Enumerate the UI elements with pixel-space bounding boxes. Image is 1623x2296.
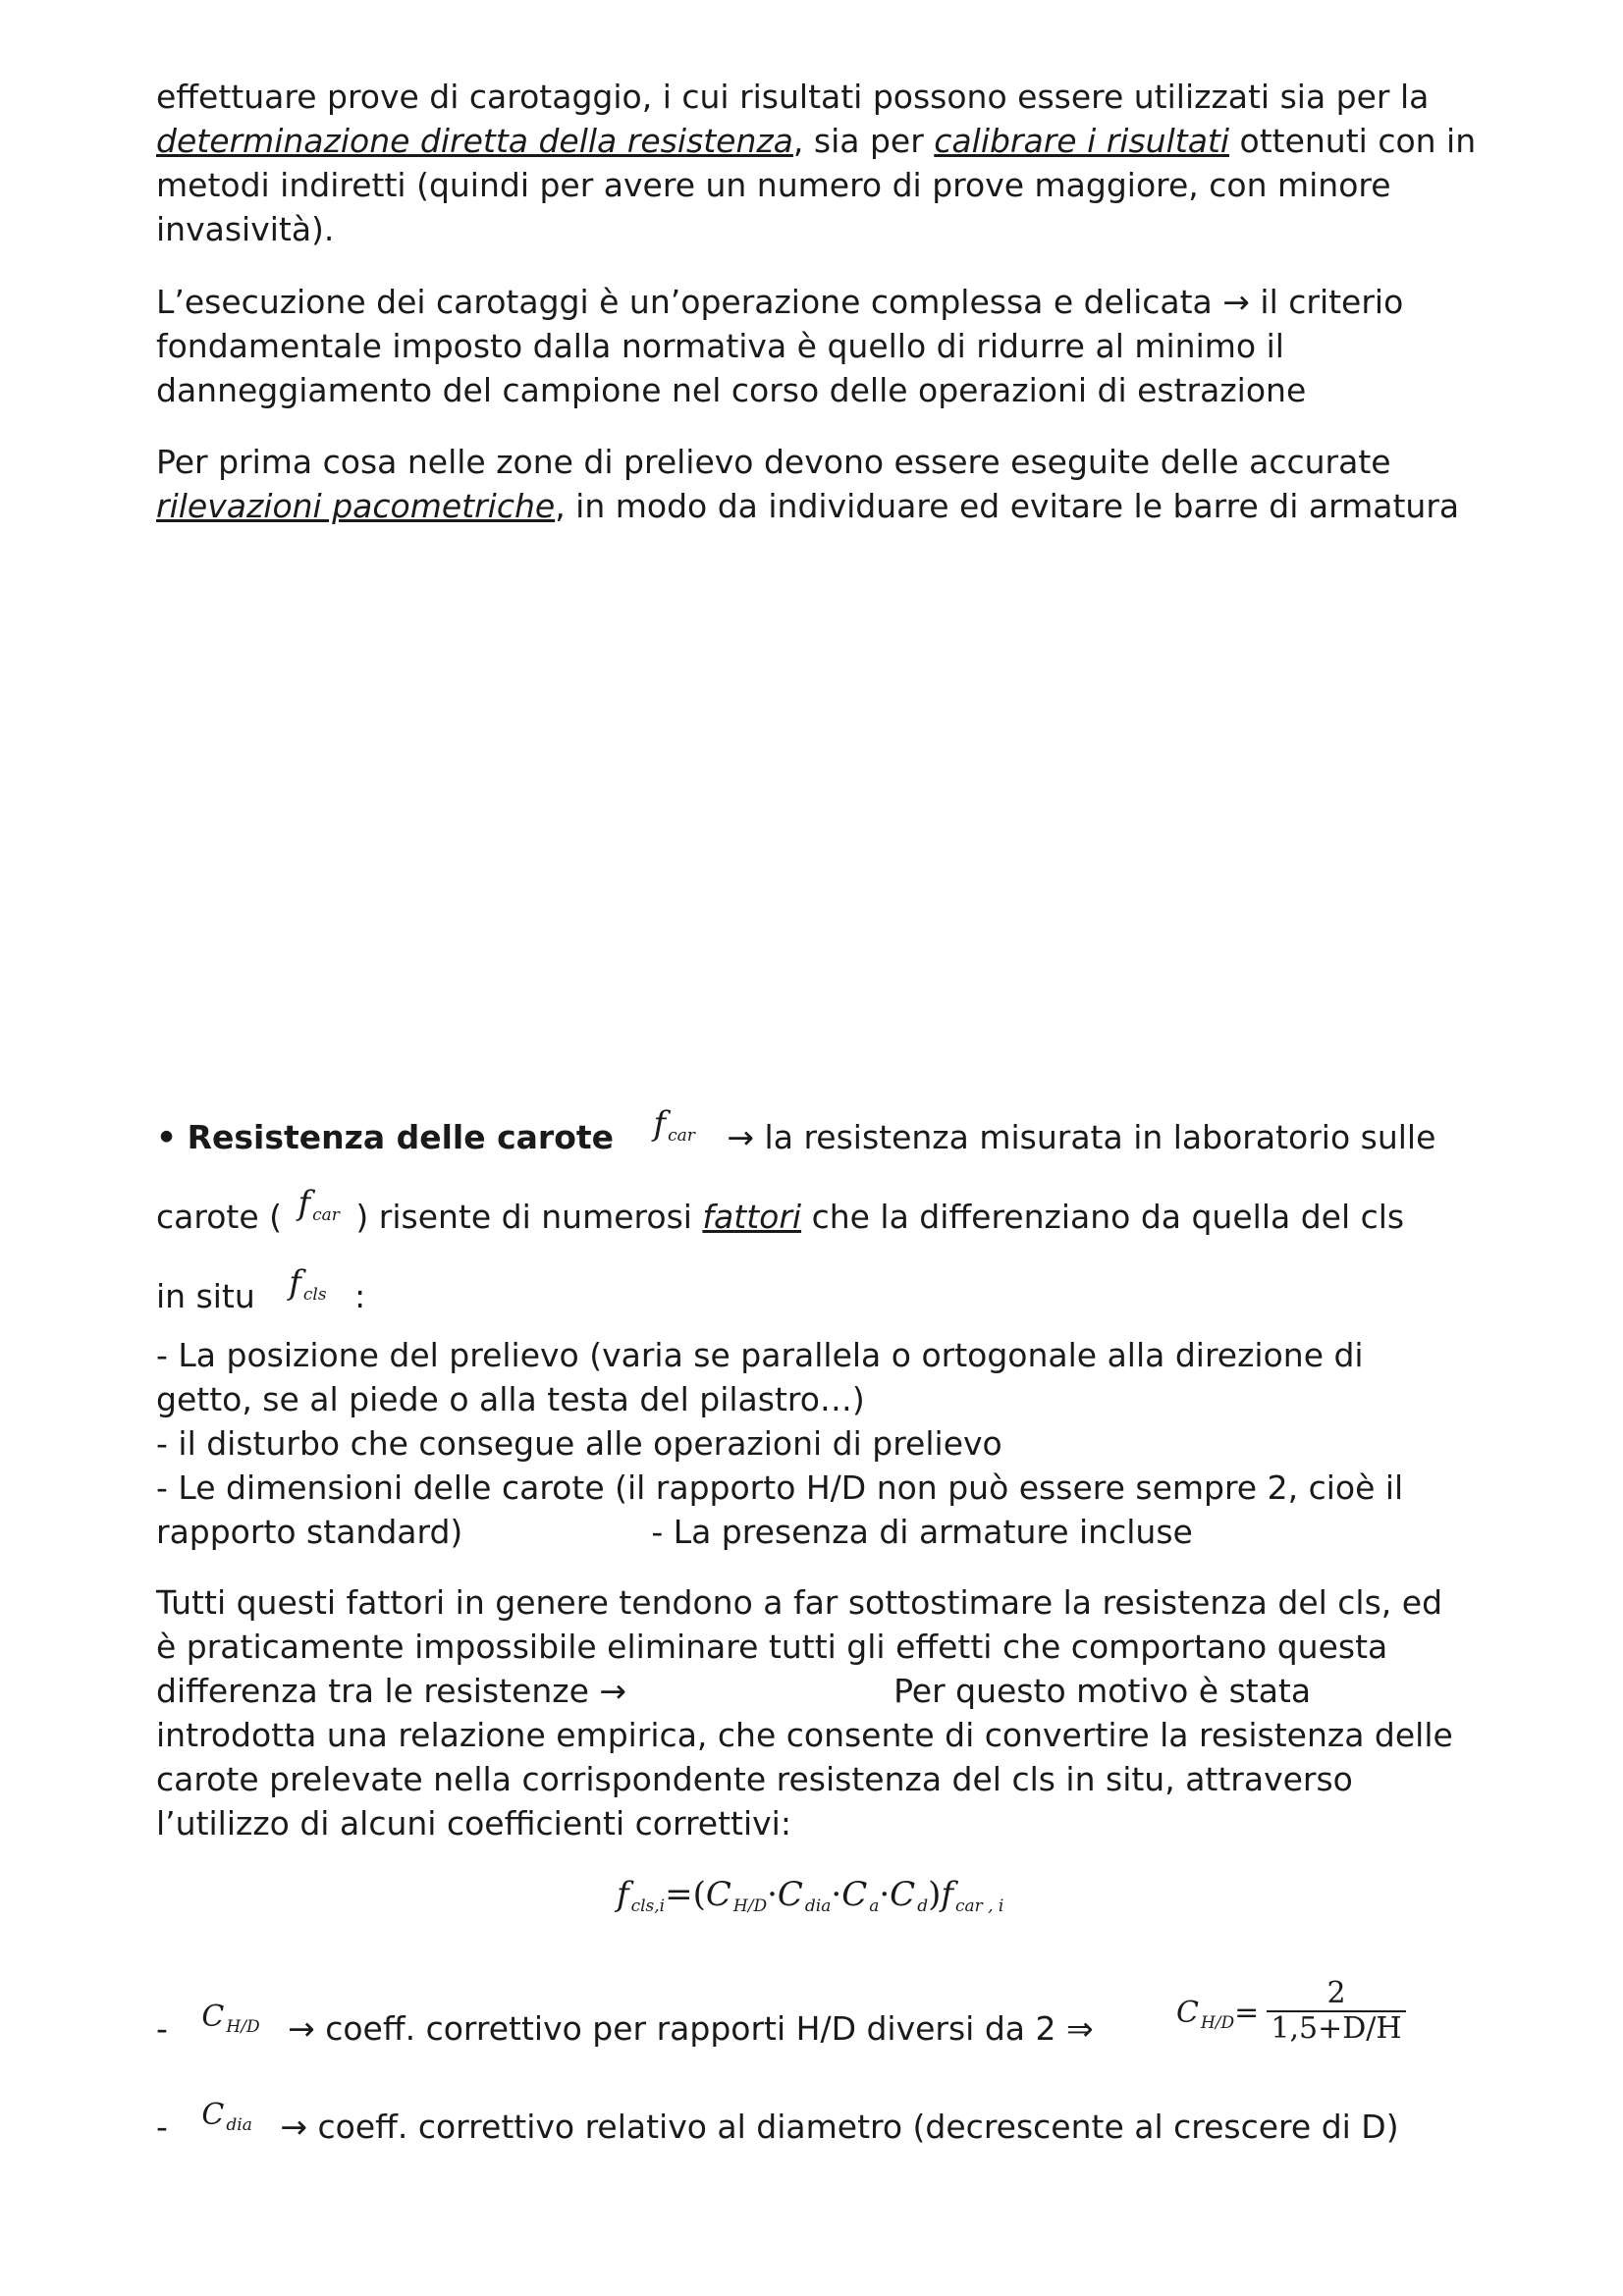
paragraph-line: carote prelevate nella corrispondente resistenza del cls in situ, attraverso bbox=[156, 1760, 1353, 1798]
fraction-numerator: 2 bbox=[1326, 1976, 1346, 2010]
text: Per questo motivo è stata bbox=[893, 1672, 1312, 1710]
text: effettuare prove di carotaggio, i cui risultati possono essere utilizzati sia per la bbox=[156, 78, 1430, 116]
symbol-f-cls: f cls bbox=[289, 1263, 327, 1305]
list-dash: - bbox=[156, 2009, 168, 2048]
fraction-denominator: 1,5+D/H bbox=[1271, 2011, 1402, 2046]
factor-line: - La posizione del prelievo (varia se parallela o ortogonale alla direzione di bbox=[156, 1336, 1364, 1374]
factor-line: - il disturbo che consegue alle operazioni di prelievo bbox=[156, 1424, 1002, 1463]
text: → la resistenza misurata in laboratorio sulle bbox=[727, 1118, 1436, 1156]
text: - La presenza di armature incluse bbox=[651, 1513, 1193, 1551]
text: → coeff. correttivo relativo al diametro (decrescente al crescere di D) bbox=[280, 2108, 1399, 2146]
resistenza-line-2 bbox=[156, 1184, 1405, 1246]
emphasis-rilevazioni: rilevazioni pacometriche bbox=[156, 487, 556, 525]
paragraph-line bbox=[156, 1669, 1311, 1713]
factor-line: getto, se al piede o alla testa del pilastro…) bbox=[156, 1380, 865, 1418]
formula-conversion: fcls,i=(C H/D·C dia·C a·C d)f car , i bbox=[617, 1875, 1004, 1916]
paragraph-esecuzione: L’esecuzione dei carotaggi è un’operazione complessa e delicata → il criterio fondamentale imposto dalla normativa è quello di ridurre al minimo il danneggiamento del campione nel corso delle operazioni di estrazione bbox=[156, 283, 1404, 409]
resistenza-line-3 bbox=[156, 1263, 366, 1325]
coeff-hd-line bbox=[156, 2000, 1094, 2057]
text: che la differenziano da quella del cls bbox=[801, 1198, 1405, 1236]
text: , in modo da individuare ed evitare le barre di armatura bbox=[555, 487, 1460, 525]
list-dash: - bbox=[156, 2108, 168, 2146]
symbol-f-car: f car bbox=[298, 1184, 340, 1225]
text: , sia per bbox=[792, 122, 935, 160]
emphasis-determinazione: determinazione diretta della resistenza bbox=[156, 122, 793, 160]
formula-c-hd: C $_{H/D}$= bbox=[1176, 1996, 1260, 2033]
factor-line: - Le dimensioni delle carote (il rapporto H/D non può essere sempre 2, cioè il bbox=[156, 1468, 1404, 1507]
paragraph-line: l’utilizzo di alcuni coefficienti correttivi: bbox=[156, 1804, 791, 1842]
text: ) risente di numerosi bbox=[355, 1198, 703, 1236]
coeff-dia-line bbox=[156, 2098, 1399, 2156]
section-heading: Resistenza delle carote bbox=[187, 1118, 615, 1156]
paragraph-line: è praticamente impossibile eliminare tutti gli effetti che comportano questa bbox=[156, 1628, 1388, 1666]
symbol-f-car: f car bbox=[653, 1104, 695, 1146]
symbol-c-dia: C $_{dia}$ bbox=[201, 2098, 252, 2135]
bullet: • bbox=[156, 1118, 178, 1156]
resistenza-line-1 bbox=[156, 1104, 1436, 1166]
text: differenza tra le resistenze → bbox=[156, 1672, 627, 1710]
text: : bbox=[354, 1277, 366, 1315]
text: ottenuti con in metodi indiretti (quindi per avere un numero di prove maggiore, con minore invasività). bbox=[156, 122, 1477, 248]
paragraph-carotaggio bbox=[156, 75, 1491, 251]
paragraph-line: introdotta una relazione empirica, che consente di convertire la resistenza delle bbox=[156, 1716, 1453, 1754]
factor-line bbox=[156, 1510, 1193, 1554]
text: Per prima cosa nelle zone di prelievo devono essere eseguite delle accurate bbox=[156, 443, 1391, 481]
text: in situ bbox=[156, 1277, 255, 1315]
paragraph-prelievo bbox=[156, 440, 1491, 528]
text: → coeff. correttivo per rapporti H/D diversi da 2 ⇒ bbox=[288, 2009, 1094, 2048]
symbol-c-hd: C $_{H/D}$ bbox=[201, 2000, 260, 2037]
fraction-c-hd bbox=[1265, 1977, 1408, 2046]
emphasis-fattori: fattori bbox=[702, 1198, 802, 1236]
text: carote ( bbox=[156, 1198, 283, 1236]
text: rapporto standard) bbox=[156, 1513, 463, 1551]
emphasis-calibrare: calibrare i risultati bbox=[934, 122, 1230, 160]
paragraph-line: Tutti questi fattori in genere tendono a far sottostimare la resistenza del cls, ed bbox=[156, 1583, 1443, 1622]
